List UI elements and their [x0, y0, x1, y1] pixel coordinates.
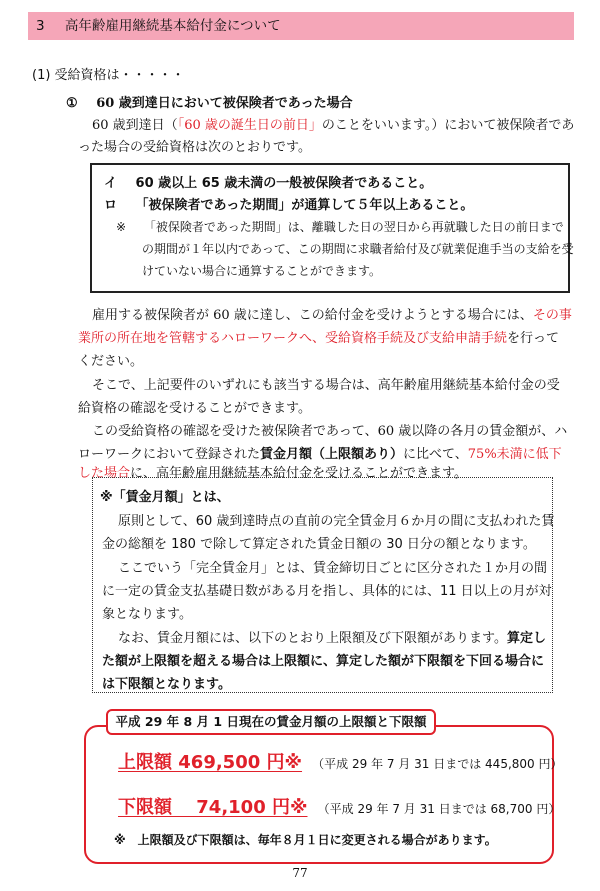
- box2-p1-line2: 金の総額を 180 で除して算定された賃金日額の 30 日分の額となります。: [102, 537, 536, 552]
- item1-heading: [66, 92, 353, 111]
- para4-red-text1: 75%未満に低下: [467, 447, 562, 462]
- para4-text-a: ローワークにおいて登録された: [78, 447, 261, 462]
- box1-row1: [104, 172, 432, 191]
- box1-row1-text: 60 歳以上 65 歳未満の一般被保険者であること。: [135, 176, 433, 191]
- subheading: (1) 受給資格は・・・・・: [32, 68, 185, 83]
- box2-p3-bold-a: 算定し: [506, 631, 546, 646]
- box2-p2-line2: に一定の賃金支払基礎日数がある月を指し、具体的には、11 日以上の月が対: [102, 584, 552, 599]
- limit-box-title: 平成 29 年 8 月 1 日現在の賃金月額の上限額と下限額: [106, 709, 436, 735]
- box1-note-line3: けていない場合に通算することができます。: [142, 264, 382, 278]
- box1-row2-marker: ロ: [104, 198, 118, 213]
- box1-row1-marker: イ: [104, 176, 118, 191]
- box2-p3-line1: [118, 627, 546, 646]
- para4-text-b: に比べて、: [403, 447, 468, 462]
- upper-limit-note: （平成 29 年 7 月 31 日までは 445,800 円）: [312, 757, 563, 771]
- para1-text-a: 60 歳到達日（: [92, 118, 178, 133]
- box2-p2-line1: ここでいう「完全賃金月」とは、賃金締切日ごとに区分された１か月の間: [118, 561, 548, 576]
- upper-limit-label: 上限額 469,500 円※: [118, 752, 303, 773]
- page-number: 77: [292, 866, 308, 880]
- para1-line1: [92, 114, 574, 133]
- box2-p3-line2: た額が上限額を超える場合は上限額に、算定した額が下限額を下回る場合に: [102, 654, 545, 669]
- section-header: [28, 12, 574, 40]
- para4-line2: [78, 443, 562, 462]
- para2-text-b: を行って: [507, 331, 560, 346]
- para4-text-c: に、高年齢雇用継続基本給付金を受けることができます。: [130, 466, 467, 481]
- para3-line1: そこで、上記要件のいずれにも該当する場合は、高年齢雇用継続基本給付金の受: [92, 378, 560, 393]
- box1-note-line2: の期間が１年以内であって、この期間に求職者給付及び就業促進手当の支給を受: [142, 242, 574, 256]
- section-title: 高年齢雇用継続基本給付金について: [64, 18, 281, 34]
- para2-red-text2: 業所の所在地を管轄するハローワークへ、受給資格手続及び支給申請手続: [78, 331, 508, 346]
- para2-line1: [92, 304, 572, 323]
- para1-text-b: のことをいいます。）において被保険者であ: [321, 118, 575, 133]
- para2-line2: [78, 327, 559, 346]
- upper-limit-row: [118, 748, 563, 774]
- box1-note-line1: [116, 218, 564, 235]
- para2-line3: ください。: [78, 354, 144, 369]
- lower-limit-row: [118, 793, 560, 819]
- para4-line1: この受給資格の確認を受けた被保険者であって、60 歳以降の各月の賃金額が、ハ: [92, 424, 568, 439]
- box1-row2-text: 「被保険者であった期間」が通算して５年以上あること。: [135, 198, 474, 213]
- box2-p1-line1: 原則として、60 歳到達時点の直前の完全賃金月６か月の間に支払われた賃: [118, 514, 555, 529]
- item1-title: 60 歳到達日において被保険者であった場合: [96, 96, 353, 111]
- item1-marker: ①: [66, 96, 78, 111]
- section-number: 3: [36, 18, 45, 34]
- para2-text-a: 雇用する被保険者が 60 歳に達し、この給付金を受けようとする場合には、: [92, 308, 533, 323]
- box2-title: ※「賃金月額」とは、: [100, 490, 230, 505]
- box2-p3-text-a: なお、賃金月額には、以下のとおり上限額及び下限額があります。: [118, 631, 507, 646]
- limit-footnote: ※ 上限額及び下限額は、毎年８月１日に変更される場合があります。: [114, 833, 497, 847]
- box1-row2: [104, 194, 473, 213]
- para4-red-text2: した場合: [78, 466, 131, 481]
- box2-p2-line3: 象となります。: [102, 607, 192, 622]
- box1-note-text1: 「被保険者であった期間」は、離職した日の翌日から再就職した日の前日まで: [143, 220, 564, 234]
- para1-red-text: 「60 歳の誕生日の前日」: [177, 118, 322, 133]
- lower-limit-note: （平成 29 年 7 月 31 日までは 68,700 円）: [317, 802, 561, 816]
- para1-line2: った場合の受給資格は次のとおりです。: [78, 140, 311, 155]
- para4-bold-text: 賃金月額（上限額あり）: [260, 447, 404, 462]
- para3-line2: 給資格の確認を受けることができます。: [78, 401, 311, 416]
- para2-red-text1: その事: [532, 308, 572, 323]
- box1-note-marker: ※: [116, 220, 127, 234]
- lower-limit-label: 下限額 74,100 円※: [118, 797, 308, 818]
- box2-p3-line3: は下限額となります。: [102, 677, 231, 692]
